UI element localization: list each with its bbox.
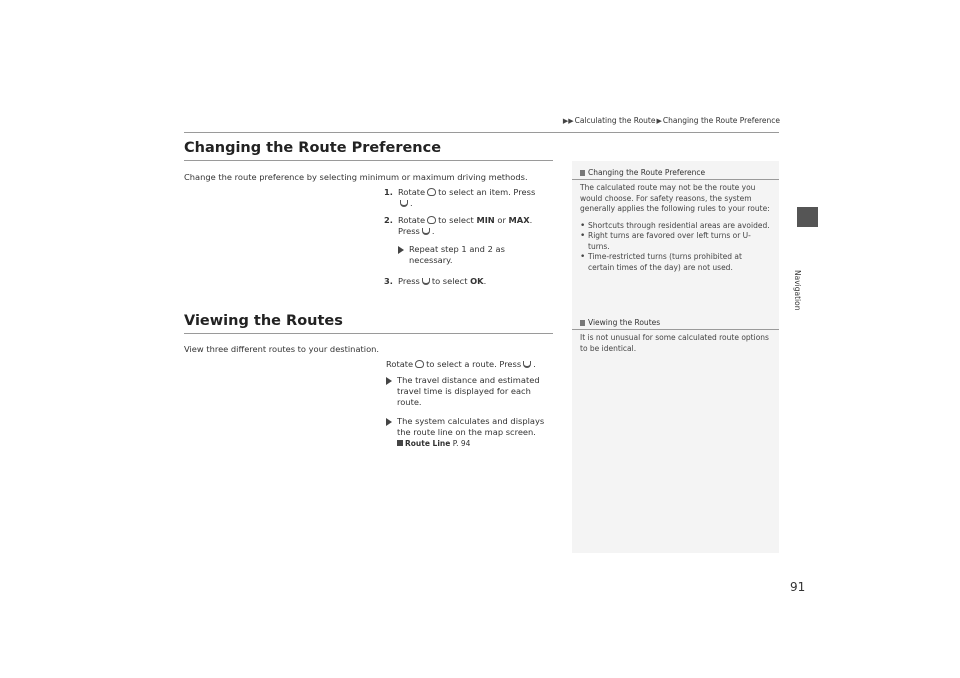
result-arrow-icon (398, 246, 404, 254)
result-text: The travel distance and estimated travel time is displayed for each route. (397, 375, 540, 407)
step-2-note (398, 244, 528, 266)
note-marker-icon (580, 320, 585, 326)
step-text: . (483, 276, 487, 286)
note-text: Repeat step 1 and 2 as necessary. (409, 244, 505, 265)
step-text: . (529, 215, 533, 225)
xref-page: P. 94 (452, 439, 471, 448)
section-divider (184, 160, 553, 161)
chapter-tab-label: Navigation (793, 270, 802, 311)
step-number: 3. (384, 276, 393, 286)
page-number: 91 (790, 580, 806, 594)
interface-dial-press-icon (422, 278, 430, 285)
step-text: to select (438, 215, 474, 225)
interface-dial-press-icon (400, 200, 408, 207)
result-text: The system calculates and displays the route line on the map screen. (397, 416, 545, 437)
interface-dial-rotate-icon (415, 360, 424, 368)
note-2-title (580, 318, 660, 327)
step-number: 2. (384, 215, 393, 225)
step-1 (384, 187, 554, 209)
breadcrumb (540, 116, 780, 125)
header-divider (184, 132, 779, 133)
cross-reference-link[interactable] (397, 438, 551, 449)
step-number: 1. (384, 187, 393, 197)
instruction-line (386, 359, 536, 370)
step-text: . (533, 359, 536, 369)
step-text: to select a route. Press (426, 359, 522, 369)
triangle-icon: ▶▶ (562, 117, 574, 125)
note-text: The calculated route may not be the route you would choose. For safety reasons, the system generally applies the following rules to your route: (580, 183, 770, 213)
note-marker-icon (580, 170, 585, 176)
section-intro: Change the route preference by selecting minimum or maximum driving methods. (184, 172, 528, 182)
step-text: or (497, 215, 506, 225)
step-text: Rotate (386, 359, 414, 369)
result-2 (386, 416, 551, 449)
step-text: to select an item. Press (438, 187, 536, 197)
step-text: Press (398, 276, 420, 286)
step-text: Rotate (398, 187, 426, 197)
triangle-icon: ▶ (656, 117, 662, 125)
note-1-title (580, 168, 705, 177)
step-text: Press (398, 226, 420, 236)
interface-dial-rotate-icon (427, 216, 436, 224)
note-bullet: • Right turns are favored over left turns or U-turns. (580, 231, 770, 252)
step-text: . (410, 198, 413, 208)
section-title-route-preference: Changing the Route Preference (184, 140, 442, 156)
breadcrumb-item-2: Changing the Route Preference (662, 116, 780, 125)
interface-dial-rotate-icon (427, 188, 436, 196)
max-label: MAX (508, 215, 530, 225)
result-arrow-icon (386, 418, 392, 426)
result-arrow-icon (386, 377, 392, 385)
step-text: . (431, 226, 435, 236)
min-label: MIN (476, 215, 495, 225)
chapter-tab-marker (797, 207, 818, 227)
note-title-text: Changing the Route Preference (588, 168, 706, 177)
step-text: to select (431, 276, 468, 286)
note-divider (572, 329, 779, 330)
step-2 (384, 215, 554, 237)
result-1 (386, 375, 551, 408)
note-title-text: Viewing the Routes (588, 318, 661, 327)
section-divider (184, 333, 553, 334)
xref-label: Route Line (405, 439, 451, 448)
interface-dial-press-icon (422, 228, 430, 235)
step-text: Rotate (398, 215, 426, 225)
reference-icon (397, 440, 403, 446)
section-intro: View three different routes to your destination. (184, 344, 380, 354)
breadcrumb-item-1: Calculating the Route (574, 116, 656, 125)
note-bullet: • Shortcuts through residential areas are avoided. (580, 221, 770, 232)
note-1-body (580, 183, 770, 273)
interface-dial-press-icon (523, 361, 531, 368)
note-divider (572, 179, 779, 180)
step-3 (384, 276, 554, 287)
section-title-viewing-routes: Viewing the Routes (184, 313, 343, 329)
ok-label: OK (470, 276, 484, 286)
note-bullet: • Time-restricted turns (turns prohibited at certain times of the day) are not used. (580, 252, 770, 273)
note-2-body: It is not unusual for some calculated route options to be identical. (580, 333, 769, 353)
